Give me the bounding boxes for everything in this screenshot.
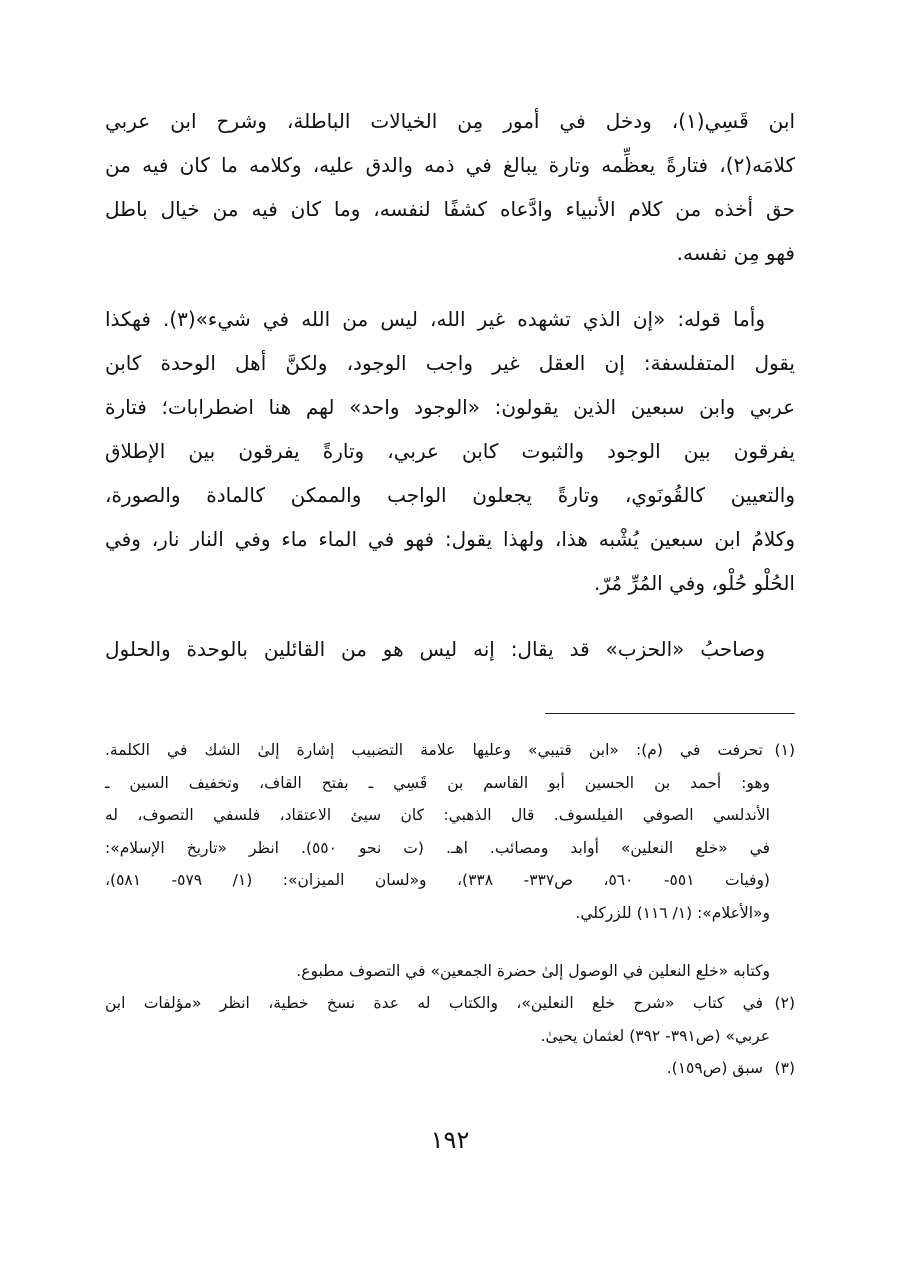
page-number: ١٩٢ — [430, 1126, 470, 1154]
footnote-number: (٣) — [774, 1059, 795, 1077]
footnote-number: (٢) — [774, 994, 795, 1012]
body-line: عربي وابن سبعين الذين يقولون: «الوجود واحد» لهم هنا اضطرابات؛ فتارة — [105, 395, 795, 419]
body-line: وصاحبُ «الحزب» قد يقال: إنه ليس هو من القائلين بالوحدة والحلول — [105, 637, 765, 661]
body-line: يقول المتفلسفة: إن العقل غير واجب الوجود، ولكنَّ أهل الوحدة كابن — [105, 351, 795, 375]
footnote-2 — [105, 990, 795, 1016]
footnote-line: في «خلع النعلين» أوابد ومصائب. اهـ. (ت نحو ٥٥٠). انظر «تاريخ الإسلام»: — [105, 839, 770, 857]
footnote-separator — [545, 713, 795, 714]
footnote-line: و«الأعلام»: (١/ ١١٦) للزركلي. — [575, 904, 770, 922]
footnote-3 — [105, 1055, 795, 1081]
body-line: يفرقون بين الوجود والثبوت كابن عربي، وتارةً يفرقون بين الإطلاق — [105, 439, 795, 463]
body-line: حق أخذه من كلام الأنبياء وادَّعاه كشفًا لنفسه، وما كان فيه من خيال باطل — [105, 197, 795, 221]
body-line: والتعيين كالقُونَوي، وتارةً يجعلون الواجب والممكن كالمادة والصورة، — [105, 483, 795, 507]
body-line: فهو مِن نفسه. — [676, 241, 795, 265]
body-line: الحُلْو حُلْو، وفي المُرِّ مُرّ. — [594, 571, 795, 595]
footnote-line: وكتابه «خلع النعلين في الوصول إلىٰ حضرة الجمعين» في التصوف مطبوع. — [296, 962, 770, 980]
footnote-line: الأندلسي الصوفي الفيلسوف. قال الذهبي: كان سيئ الاعتقاد، فلسفي التصوف، له — [105, 806, 770, 824]
body-line: ابن قَسِي(١)، ودخل في أمور مِن الخيالات الباطلة، وشرح ابن عربي — [105, 109, 795, 133]
footnote-1 — [105, 737, 795, 763]
footnote-line: في كتاب «شرح خلع النعلين»، والكتاب له عدة نسخ خطية، انظر «مؤلفات ابن — [105, 994, 763, 1012]
body-line: وكلامُ ابن سبعين يُشْبه هذا، ولهذا يقول: فهو في الماء ماء وفي النار نار، وفي — [105, 527, 795, 551]
footnote-line: سبق (ص١٥٩). — [666, 1059, 763, 1077]
footnote-line: عربي» (ص٣٩١- ٣٩٢) لعثمان يحيىٰ. — [540, 1027, 770, 1045]
body-line: كلامَه(٢)، فتارةً يعظِّمه وتارة يبالغ في ذمه والدق عليه، وكلامه ما كان فيه من — [105, 153, 795, 177]
footnote-line: تحرفت في (م): «ابن قتيبي» وعليها علامة التضبيب إشارة إلىٰ الشك في الكلمة. — [105, 741, 763, 759]
footnote-line: (وفيات ٥٥١- ٥٦٠، ص٣٣٧- ٣٣٨)، و«لسان الميزان»: (١/ ٥٧٩- ٥٨١)، — [105, 871, 770, 889]
footnote-line: وهو: أحمد بن الحسين أبو القاسم بن قَسِي ـ بفتح القاف، وتخفيف السين ـ — [105, 774, 770, 792]
body-line: وأما قوله: «إن الذي تشهده غير الله، ليس من الله في شيء»(٣). فهكذا — [105, 307, 765, 331]
footnote-number: (١) — [774, 741, 795, 759]
